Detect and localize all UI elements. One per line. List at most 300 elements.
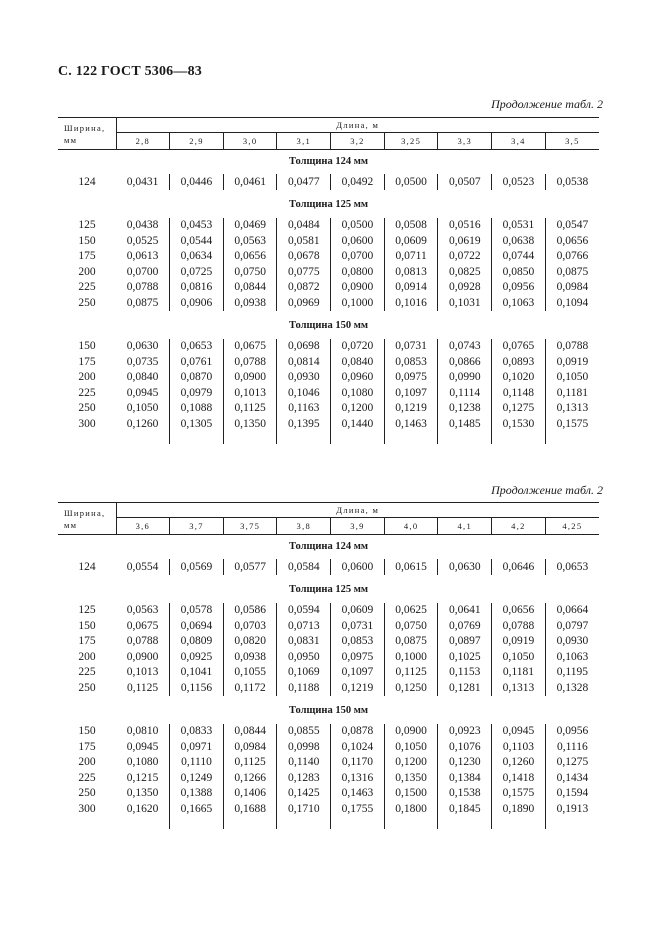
continuation-label-1: Продолжение табл. 2: [491, 97, 603, 111]
volume-cell: 0,0477: [277, 174, 331, 190]
volume-cell: 0,0893: [492, 354, 546, 370]
section-row: [58, 575, 599, 603]
table-row: [58, 770, 599, 786]
volume-cell: 0,1500: [384, 786, 438, 802]
volume-cell: 0,1200: [331, 401, 385, 417]
tail-cell: [438, 432, 492, 444]
table-row: [58, 680, 599, 696]
volume-cell: 0,0634: [170, 249, 224, 265]
volume-cell: 0,0919: [492, 634, 546, 650]
volume-cell: 0,1024: [331, 739, 385, 755]
volume-cell: 0,1350: [126, 787, 159, 800]
volume-cell: 0,0492: [331, 174, 385, 190]
volume-cell: 0,1440: [331, 416, 385, 432]
volume-cell: 0,1530: [492, 416, 546, 432]
volume-cell: 0,1050: [384, 739, 438, 755]
volume-cell: 0,0960: [331, 370, 385, 386]
volume-cell: 0,1153: [438, 665, 492, 681]
volume-cell: 0,0500: [384, 174, 438, 190]
volume-cell: 0,0975: [331, 649, 385, 665]
row-width: 300: [78, 417, 96, 430]
volume-cell: 0,1328: [545, 680, 599, 696]
volume-cell: 0,1281: [438, 680, 492, 696]
section-title: Толщина 124 мм: [288, 540, 369, 552]
length-column-header: 4,2: [492, 518, 546, 535]
tail-cell: [545, 432, 599, 444]
volume-cell: 0,1125: [223, 401, 277, 417]
volume-cell: 0,0906: [170, 295, 224, 311]
row-width: 250: [78, 402, 96, 415]
volume-cell: 0,1069: [277, 665, 331, 681]
volume-cell: 0,0625: [384, 603, 438, 619]
volume-cell: 0,0820: [223, 634, 277, 650]
volume-cell: 0,0713: [277, 618, 331, 634]
continuation-label-2: Продолжение табл. 2: [491, 483, 603, 497]
volume-cell: 0,1163: [277, 401, 331, 417]
volume-cell: 0,0531: [492, 218, 546, 234]
volume-cell: 0,0703: [223, 618, 277, 634]
volume-cell: 0,1260: [492, 755, 546, 771]
row-width: 250: [78, 681, 96, 694]
volume-cell: 0,1230: [438, 755, 492, 771]
row-width: 124: [78, 175, 96, 188]
volume-cell: 0,1076: [438, 739, 492, 755]
volume-cell: 0,1195: [545, 665, 599, 681]
width-column-header: Ширина, мм: [58, 118, 116, 150]
volume-cell: 0,1594: [545, 786, 599, 802]
volume-table-2: [58, 502, 599, 829]
volume-cell: 0,1238: [438, 401, 492, 417]
tail-cell: [331, 817, 385, 829]
volume-cell: 0,1275: [492, 401, 546, 417]
volume-cell: 0,0938: [223, 295, 277, 311]
row-width: 225: [78, 281, 96, 294]
volume-cell: 0,0950: [277, 649, 331, 665]
volume-cell: 0,0630: [126, 340, 159, 353]
length-column-header: 3,4: [492, 133, 546, 150]
length-column-header: 4,25: [545, 518, 599, 535]
volume-cell: 0,0825: [438, 264, 492, 280]
volume-cell: 0,0900: [331, 280, 385, 296]
volume-cell: 0,0925: [170, 649, 224, 665]
volume-cell: 0,0809: [170, 634, 224, 650]
volume-cell: 0,0788: [223, 354, 277, 370]
tail-cell: [384, 817, 438, 829]
volume-cell: 0,0969: [277, 295, 331, 311]
volume-cell: 0,1219: [331, 680, 385, 696]
header-row: [58, 503, 599, 518]
volume-cell: 0,1250: [384, 680, 438, 696]
table-row: [58, 233, 599, 249]
volume-cell: 0,1041: [170, 665, 224, 681]
volume-cell: 0,0853: [331, 634, 385, 650]
volume-cell: 0,0744: [492, 249, 546, 265]
volume-cell: 0,0446: [170, 174, 224, 190]
volume-cell: 0,0750: [384, 618, 438, 634]
volume-cell: 0,1395: [277, 416, 331, 432]
length-column-header: 4,1: [438, 518, 492, 535]
row-width: 200: [78, 371, 96, 384]
volume-cell: 0,1575: [492, 786, 546, 802]
volume-cell: 0,1249: [170, 770, 224, 786]
volume-cell: 0,0675: [223, 339, 277, 355]
length-column-header: 3,0: [223, 133, 277, 150]
row-width: 300: [78, 802, 96, 815]
volume-cell: 0,0516: [438, 218, 492, 234]
section-row: [58, 190, 599, 218]
volume-cell: 0,0563: [223, 233, 277, 249]
volume-cell: 0,1097: [384, 385, 438, 401]
row-width: 200: [78, 265, 96, 278]
volume-cell: 0,1200: [384, 755, 438, 771]
volume-cell: 0,0945: [126, 740, 159, 753]
volume-cell: 0,0928: [438, 280, 492, 296]
volume-cell: 0,0971: [170, 739, 224, 755]
volume-cell: 0,1755: [331, 801, 385, 817]
volume-cell: 0,0853: [384, 354, 438, 370]
volume-cell: 0,1025: [438, 649, 492, 665]
volume-cell: 0,0547: [545, 218, 599, 234]
row-width: 175: [78, 635, 96, 648]
table-header: [58, 118, 599, 150]
volume-cell: 0,0609: [331, 603, 385, 619]
volume-cell: 0,0653: [170, 339, 224, 355]
tail-cell: [545, 817, 599, 829]
table-row: [58, 634, 599, 650]
volume-cell: 0,0833: [170, 724, 224, 740]
volume-cell: 0,1125: [126, 681, 159, 694]
volume-cell: 0,1170: [331, 755, 385, 771]
volume-cell: 0,0775: [277, 264, 331, 280]
table-body: [58, 150, 599, 444]
volume-cell: 0,0678: [277, 249, 331, 265]
volume-cell: 0,1463: [331, 786, 385, 802]
volume-cell: 0,0563: [126, 604, 159, 617]
volume-cell: 0,0810: [126, 725, 159, 738]
volume-cell: 0,0613: [126, 250, 159, 263]
volume-cell: 0,0577: [223, 559, 277, 575]
row-width: 175: [78, 250, 96, 263]
tail-cell: [116, 432, 170, 444]
row-width: 175: [78, 355, 96, 368]
section-row: [58, 696, 599, 724]
volume-cell: 0,0797: [545, 618, 599, 634]
volume-cell: 0,0855: [277, 724, 331, 740]
volume-cell: 0,1181: [545, 385, 599, 401]
volume-cell: 0,0866: [438, 354, 492, 370]
volume-cell: 0,1055: [223, 665, 277, 681]
volume-cell: 0,0813: [384, 264, 438, 280]
volume-cell: 0,0469: [223, 218, 277, 234]
volume-cell: 0,1260: [126, 417, 159, 430]
volume-cell: 0,0938: [223, 649, 277, 665]
table-tail: [58, 432, 599, 444]
volume-cell: 0,0875: [126, 296, 159, 309]
table-row: [58, 649, 599, 665]
volume-cell: 0,0722: [438, 249, 492, 265]
volume-cell: 0,0900: [126, 650, 159, 663]
volume-cell: 0,1316: [331, 770, 385, 786]
volume-cell: 0,0700: [126, 265, 159, 278]
volume-cell: 0,0800: [331, 264, 385, 280]
volume-cell: 0,0878: [331, 724, 385, 740]
row-width: 225: [78, 666, 96, 679]
length-column-header: 3,75: [223, 518, 277, 535]
volume-cell: 0,1016: [384, 295, 438, 311]
volume-cell: 0,0816: [170, 280, 224, 296]
volume-cell: 0,0731: [384, 339, 438, 355]
row-width: 200: [78, 650, 96, 663]
volume-cell: 0,0569: [170, 559, 224, 575]
volume-table-1: [58, 117, 599, 444]
volume-cell: 0,0581: [277, 233, 331, 249]
volume-cell: 0,1710: [277, 801, 331, 817]
volume-cell: 0,1125: [384, 665, 438, 681]
volume-cell: 0,0844: [223, 280, 277, 296]
section-row: [58, 150, 599, 175]
row-width: 250: [78, 787, 96, 800]
volume-cell: 0,0788: [126, 281, 159, 294]
tail-cell: [223, 432, 277, 444]
length-values-row: [58, 133, 599, 150]
volume-cell: 0,0814: [277, 354, 331, 370]
volume-cell: 0,1156: [170, 680, 224, 696]
volume-cell: 0,1050: [545, 370, 599, 386]
length-column-header: 3,5: [545, 133, 599, 150]
volume-cell: 0,1172: [223, 680, 277, 696]
volume-cell: 0,1620: [126, 802, 159, 815]
volume-cell: 0,1110: [170, 755, 224, 771]
volume-cell: 0,1575: [545, 416, 599, 432]
length-column-header: 3,2: [331, 133, 385, 150]
table-row: [58, 603, 599, 619]
length-values-row: [58, 518, 599, 535]
volume-cell: 0,0945: [126, 386, 159, 399]
section-title: Толщина 125 мм: [288, 199, 369, 210]
volume-cell: 0,1094: [545, 295, 599, 311]
table-row: [58, 174, 599, 190]
volume-cell: 0,0500: [331, 218, 385, 234]
volume-cell: 0,0615: [384, 559, 438, 575]
volume-cell: 0,0769: [438, 618, 492, 634]
table-row: [58, 280, 599, 296]
volume-cell: 0,0914: [384, 280, 438, 296]
volume-cell: 0,1050: [126, 402, 159, 415]
volume-cell: 0,0956: [545, 724, 599, 740]
length-column-header: 3,9: [331, 518, 385, 535]
volume-cell: 0,1080: [126, 756, 159, 769]
table-row: [58, 354, 599, 370]
volume-cell: 0,0431: [126, 175, 159, 188]
volume-cell: 0,1913: [545, 801, 599, 817]
volume-cell: 0,1097: [331, 665, 385, 681]
section-title: Толщина 125 мм: [288, 584, 369, 595]
length-column-header: 3,7: [170, 518, 224, 535]
length-group-header: Длина, м: [116, 118, 599, 133]
table-row: [58, 618, 599, 634]
tail-cell: [170, 432, 224, 444]
volume-cell: 0,1485: [438, 416, 492, 432]
tail-cell: [384, 432, 438, 444]
volume-cell: 0,1406: [223, 786, 277, 802]
volume-cell: 0,1384: [438, 770, 492, 786]
volume-cell: 0,0656: [492, 603, 546, 619]
volume-cell: 0,1215: [126, 771, 159, 784]
tail-cell: [492, 432, 546, 444]
volume-cell: 0,0984: [223, 739, 277, 755]
tail-cell: [170, 817, 224, 829]
volume-cell: 0,0656: [223, 249, 277, 265]
volume-cell: 0,0619: [438, 233, 492, 249]
section-title: Толщина 150 мм: [288, 320, 369, 331]
table-body: [58, 535, 599, 829]
table-row: [58, 249, 599, 265]
volume-cell: 0,1103: [492, 739, 546, 755]
length-column-header: 3,1: [277, 133, 331, 150]
length-group-header: Длина, м: [116, 503, 599, 518]
volume-cell: 0,1305: [170, 416, 224, 432]
header-row: [58, 118, 599, 133]
volume-cell: 0,1418: [492, 770, 546, 786]
volume-cell: 0,1313: [545, 401, 599, 417]
tail-cell: [116, 817, 170, 829]
volume-cell: 0,0554: [126, 560, 159, 573]
volume-cell: 0,0461: [223, 174, 277, 190]
width-column-header: Ширина, мм: [58, 503, 116, 535]
volume-cell: 0,1463: [384, 416, 438, 432]
tail-cell: [58, 432, 116, 444]
table-row: [58, 724, 599, 740]
volume-cell: 0,1088: [170, 401, 224, 417]
volume-cell: 0,0484: [277, 218, 331, 234]
volume-cell: 0,1181: [492, 665, 546, 681]
volume-cell: 0,1425: [277, 786, 331, 802]
table-row: [58, 401, 599, 417]
volume-cell: 0,0875: [545, 264, 599, 280]
tail-cell: [223, 817, 277, 829]
row-width: 150: [78, 619, 96, 632]
volume-cell: 0,0578: [170, 603, 224, 619]
volume-cell: 0,0750: [223, 264, 277, 280]
table-row: [58, 295, 599, 311]
volume-cell: 0,1538: [438, 786, 492, 802]
volume-cell: 0,1350: [223, 416, 277, 432]
length-column-header: 4,0: [384, 518, 438, 535]
volume-cell: 0,0600: [331, 233, 385, 249]
volume-cell: 0,0675: [126, 619, 159, 632]
volume-cell: 0,0630: [438, 559, 492, 575]
volume-cell: 0,1140: [277, 755, 331, 771]
volume-cell: 0,0930: [545, 634, 599, 650]
volume-cell: 0,0897: [438, 634, 492, 650]
row-width: 225: [78, 386, 96, 399]
volume-cell: 0,1063: [492, 295, 546, 311]
volume-cell: 0,0765: [492, 339, 546, 355]
row-width: 125: [78, 219, 96, 232]
volume-cell: 0,0870: [170, 370, 224, 386]
volume-cell: 0,0743: [438, 339, 492, 355]
section-title: Толщина 150 мм: [288, 705, 369, 716]
tail-cell: [277, 817, 331, 829]
row-width: 250: [78, 296, 96, 309]
volume-cell: 0,0586: [223, 603, 277, 619]
volume-cell: 0,0956: [492, 280, 546, 296]
volume-cell: 0,0900: [384, 724, 438, 740]
volume-cell: 0,1125: [223, 755, 277, 771]
table-row: [58, 264, 599, 280]
volume-cell: 0,0523: [492, 174, 546, 190]
volume-cell: 0,0875: [384, 634, 438, 650]
volume-cell: 0,0694: [170, 618, 224, 634]
length-column-header: 3,25: [384, 133, 438, 150]
volume-cell: 0,1219: [384, 401, 438, 417]
section-title: Толщина 124 мм: [288, 155, 369, 167]
volume-cell: 0,1046: [277, 385, 331, 401]
volume-cell: 0,1148: [492, 385, 546, 401]
volume-cell: 0,0919: [545, 354, 599, 370]
volume-cell: 0,0840: [331, 354, 385, 370]
volume-cell: 0,0641: [438, 603, 492, 619]
section-row: [58, 535, 599, 560]
volume-cell: 0,0438: [126, 219, 159, 232]
volume-cell: 0,0900: [223, 370, 277, 386]
volume-cell: 0,0638: [492, 233, 546, 249]
volume-cell: 0,1013: [126, 666, 159, 679]
volume-cell: 0,0664: [545, 603, 599, 619]
volume-cell: 0,0700: [331, 249, 385, 265]
volume-cell: 0,1020: [492, 370, 546, 386]
tail-cell: [58, 817, 116, 829]
row-width: 150: [78, 725, 96, 738]
volume-cell: 0,0508: [384, 218, 438, 234]
table-row: [58, 370, 599, 386]
volume-cell: 0,1665: [170, 801, 224, 817]
table-row: [58, 559, 599, 575]
volume-cell: 0,1434: [545, 770, 599, 786]
length-column-header: 2,9: [170, 133, 224, 150]
volume-cell: 0,0788: [545, 339, 599, 355]
volume-cell: 0,1188: [277, 680, 331, 696]
row-width: 200: [78, 756, 96, 769]
volume-cell: 0,1275: [545, 755, 599, 771]
volume-cell: 0,0720: [331, 339, 385, 355]
volume-cell: 0,0872: [277, 280, 331, 296]
volume-cell: 0,0788: [126, 635, 159, 648]
table-header: [58, 503, 599, 535]
volume-cell: 0,1000: [384, 649, 438, 665]
volume-cell: 0,0600: [331, 559, 385, 575]
volume-cell: 0,0731: [331, 618, 385, 634]
page-header: С. 122 ГОСТ 5306—83: [58, 64, 202, 79]
volume-cell: 0,1000: [331, 295, 385, 311]
volume-cell: 0,0698: [277, 339, 331, 355]
volume-cell: 0,0609: [384, 233, 438, 249]
tail-cell: [331, 432, 385, 444]
volume-cell: 0,0735: [126, 355, 159, 368]
volume-cell: 0,0945: [492, 724, 546, 740]
volume-cell: 0,1031: [438, 295, 492, 311]
volume-cell: 0,1688: [223, 801, 277, 817]
volume-cell: 0,0761: [170, 354, 224, 370]
volume-cell: 0,0584: [277, 559, 331, 575]
volume-cell: 0,0525: [126, 234, 159, 247]
volume-cell: 0,1800: [384, 801, 438, 817]
row-width: 150: [78, 234, 96, 247]
tail-cell: [438, 817, 492, 829]
volume-cell: 0,1013: [223, 385, 277, 401]
volume-cell: 0,0831: [277, 634, 331, 650]
row-width: 150: [78, 340, 96, 353]
